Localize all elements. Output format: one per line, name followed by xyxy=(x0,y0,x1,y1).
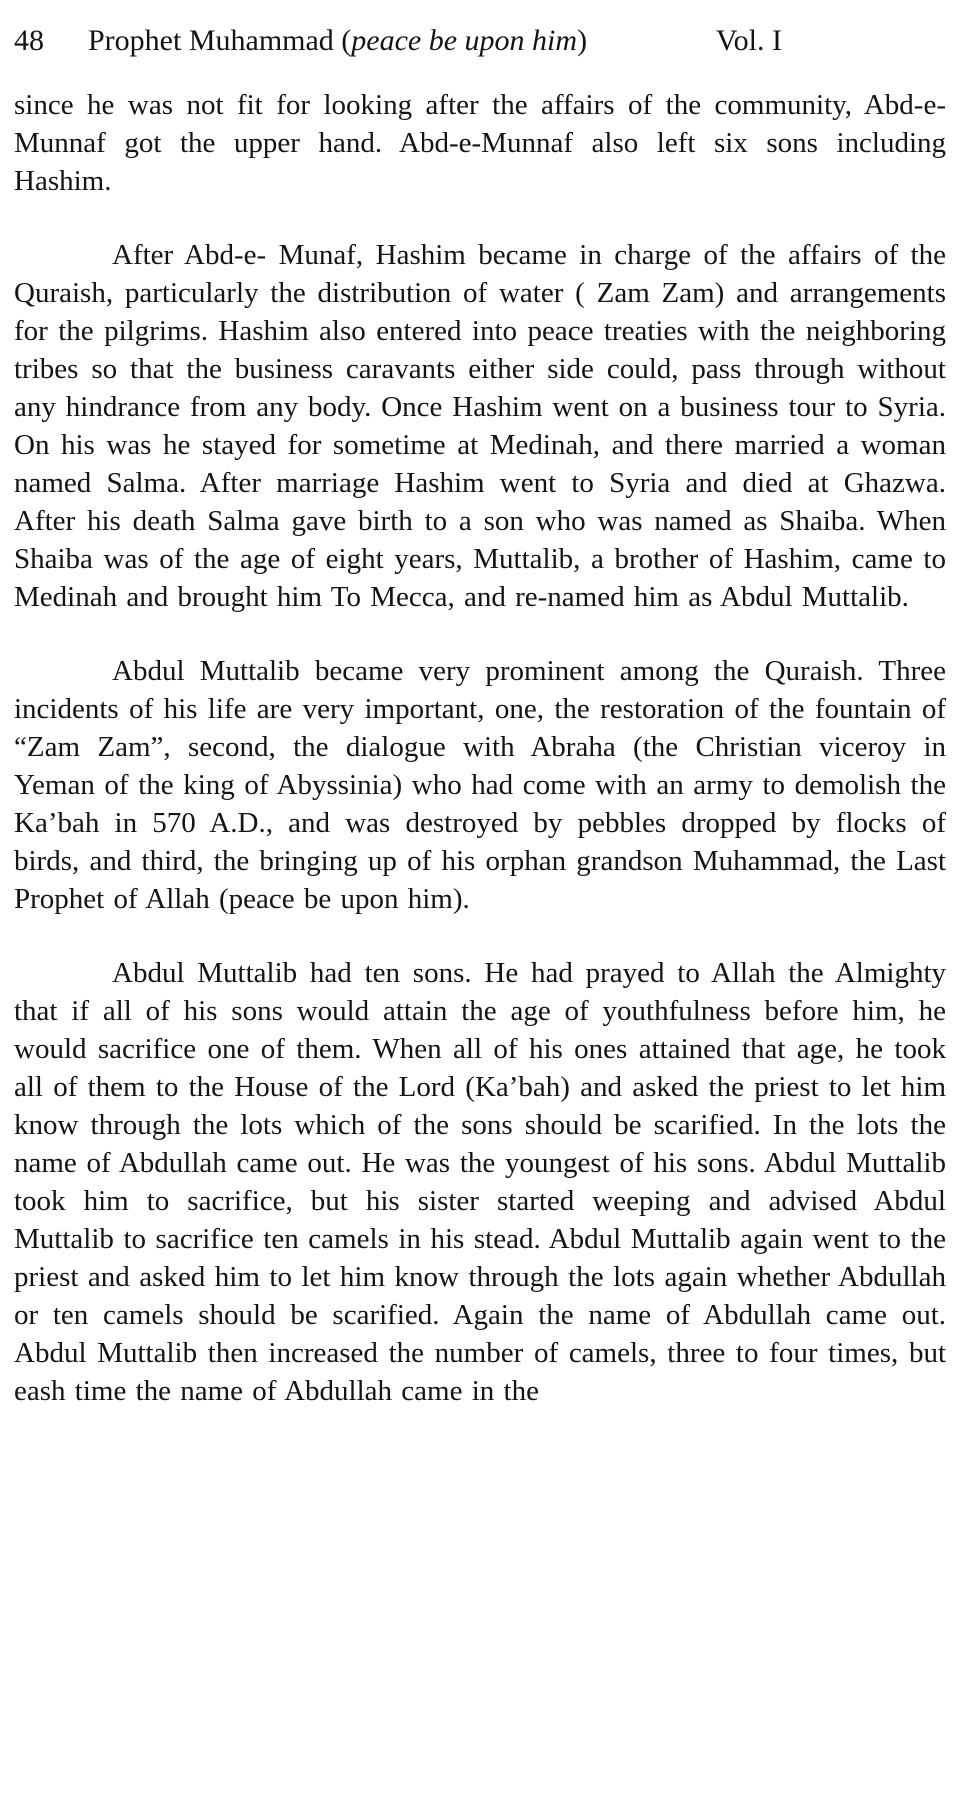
paragraph-4: Abdul Muttalib had ten sons. He had prayed to Allah the Almighty that if all of his sons would attain the age of youthfulness before him, he would sacrifice one of them. When all of his ones attained that age, he took all of them to the House of the Lord (Ka’bah) and asked the priest to let him know through the lots which of the sons should be scarified. In the lots the name of Abdullah came out. He was the youngest of his sons. Abdul Muttalib took him to sacrifice, but his sister started weeping and advised Abdul Muttalib to sacrifice ten camels in his stead. Abdul Muttalib again went to the priest and asked him to let him know through the lots again whether Abdullah or ten camels should be scarified. Again the name of Abdullah came out. Abdul Muttalib then increased the number of camels, three to four times, but eash time the name of Abdullah came in the xyxy=(14,957,946,1407)
paragraph-3: Abdul Muttalib became very prominent among the Quraish. Three incidents of his life are very important, one, the restoration of the fountain of “Zam Zam”, second, the dialogue with Abraha (the Christian viceroy in Yeman of the king of Abyssinia) who had come with an army to demolish the Ka’bah in 570 A.D., and was destroyed by pebbles dropped by flocks of birds, and third, the bringing up of his orphan grandson Muhammad, the Last Prophet of Allah (peace be upon him). xyxy=(14,655,946,915)
paragraph-2: After Abd-e- Munaf, Hashim became in charge of the affairs of the Quraish, particularly the distribution of water ( Zam Zam) and arrangements for the pilgrims. Hashim also entered into peace treaties with the neighboring tribes so that the business caravants either side could, pass through without any hindrance from any body. Once Hashim went on a business tour to Syria. On his was he stayed for sometime at Medinah, and there married a woman named Salma. After marriage Hashim went to Syria and died at Ghazwa. After his death Salma gave birth to a son who was named as Shaiba. When Shaiba was of the age of eight years, Muttalib, a brother of Hashim, came to Medinah and brought him To Mecca, and re-named him as Abdul Muttalib. xyxy=(14,239,946,613)
book-title-italic: peace be upon him xyxy=(351,24,578,57)
book-title-suffix: ) xyxy=(577,24,588,57)
page-number: 48 xyxy=(14,24,44,57)
paragraph-1: since he was not fit for looking after the affairs of the community, Abd-e-Munnaf got the upper hand. Abd-e-Munnaf also left six sons including Hashim. xyxy=(14,89,946,197)
book-title-prefix: Prophet Muhammad ( xyxy=(88,24,352,57)
book-title xyxy=(88,22,587,60)
page-header xyxy=(14,22,946,60)
body-text xyxy=(14,86,946,1410)
volume-label: Vol. I xyxy=(715,24,782,57)
